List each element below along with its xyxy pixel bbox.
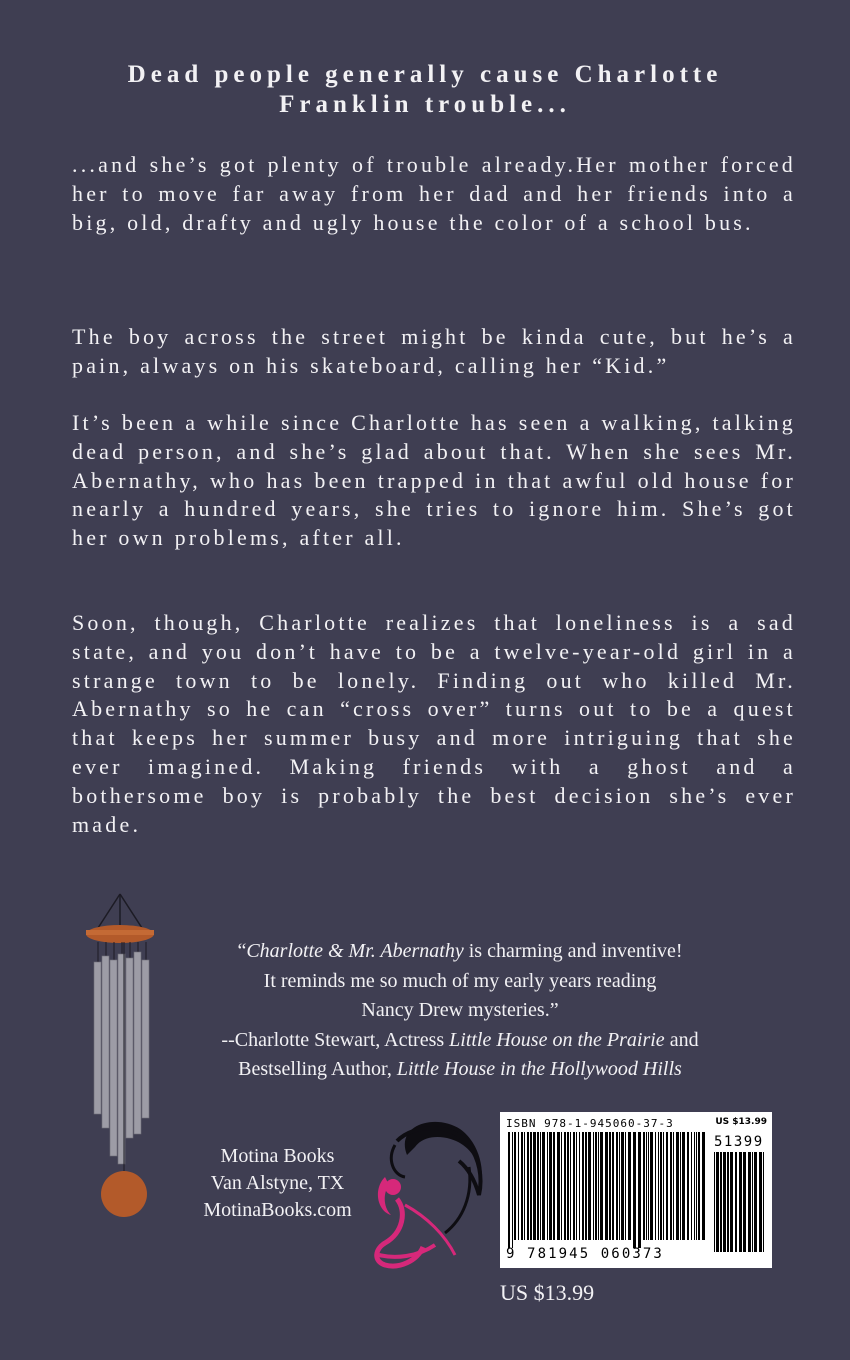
barcode-icon <box>500 1112 772 1268</box>
blurb-paragraph-4: Soon, though, Charlotte realizes that loneliness is a sad state, and you don’t have to be a twelve-year-old girl in a strange town to be lonely. Finding out who killed Mr. Abernathy so he can “cross over” turns out to be a quest that keeps her summer busy and more intriguing that she ever imagined. Making friends with a ghost and a bothersome boy is probably the best decision she’s ever made. <box>72 610 796 837</box>
barcode-bar <box>582 1132 584 1240</box>
barcode-bar <box>643 1132 645 1240</box>
barcode-bar <box>730 1152 733 1252</box>
barcode-bar <box>658 1132 659 1240</box>
barcode-bar <box>537 1132 539 1240</box>
barcode-bar <box>508 1132 510 1248</box>
barcode-bar <box>518 1132 519 1240</box>
attribution-show: Little House on the Prairie <box>449 1028 665 1051</box>
wind-chime-icon <box>80 890 170 1230</box>
barcode-bar <box>567 1132 569 1240</box>
barcode-bar <box>547 1132 548 1240</box>
blurb-paragraph-2: The boy across the street might be kinda cute, but he’s a pain, always on his skateboard, calling her “Kid.” <box>72 324 796 378</box>
barcode-bar <box>716 1152 719 1252</box>
barcode-bar <box>723 1152 726 1252</box>
barcode-bar <box>763 1152 764 1252</box>
barcode-bar <box>573 1132 575 1240</box>
blurb-paragraph-3: It’s been a while since Charlotte has seen a walking, talking dead person, and she’s glad about that. When she sees Mr. Abernathy, who has been trapped in that awful old house for nearly a hundred years, she tries to ignore him. She’s got her own problems, after all. <box>72 410 796 551</box>
barcode-bar <box>702 1132 705 1240</box>
publisher-info <box>190 1143 365 1224</box>
barcode-bar <box>533 1132 536 1240</box>
barcode-bar <box>666 1132 668 1240</box>
barcode-bar <box>598 1132 599 1240</box>
quote-attribution-2 <box>190 1055 730 1085</box>
barcode-bar <box>561 1132 562 1240</box>
barcode-bar <box>609 1132 611 1240</box>
ean-barcode-bars <box>506 1132 706 1248</box>
endorsement-quote <box>190 937 730 1085</box>
barcode-bar <box>682 1132 685 1240</box>
publisher-name: Motina Books <box>220 1145 335 1167</box>
attribution-2-book: Little House in the Hollywood Hills <box>396 1058 682 1080</box>
barcode-bar <box>687 1132 689 1240</box>
barcode-bar <box>524 1132 525 1240</box>
barcode-bar <box>650 1132 653 1240</box>
barcode-bar <box>579 1132 580 1240</box>
barcode-bar <box>743 1152 746 1252</box>
barcode-bar <box>521 1132 523 1240</box>
publisher-location: Van Alstyne, TX <box>210 1172 345 1194</box>
barcode-bar <box>670 1132 672 1240</box>
barcode-bar <box>714 1152 715 1252</box>
barcode-bar <box>648 1132 649 1240</box>
quote-book-title: Charlotte & Mr. Abernathy <box>246 940 464 962</box>
barcode-bar <box>564 1132 566 1240</box>
barcode-bar <box>527 1132 529 1240</box>
barcode-bar <box>557 1132 560 1240</box>
barcode-bar <box>759 1152 762 1252</box>
blurb-paragraph-1: ...and she’s got plenty of trouble already.Her mother forced her to move far away from her dad and her friends into a big, old, drafty and ugly house the color of a school bus. <box>72 152 796 235</box>
addon-digits: 51399 <box>714 1134 764 1150</box>
quote-open-mark: “ <box>237 940 247 962</box>
barcode-bar <box>616 1132 618 1240</box>
isbn-text: ISBN 978-1-945060-37-3 <box>506 1117 674 1130</box>
barcode-bar <box>625 1132 626 1240</box>
price-label: US $13.99 <box>500 1280 595 1305</box>
barcode-bar <box>691 1132 692 1240</box>
barcode-bar <box>595 1132 597 1240</box>
barcode-bar <box>680 1132 681 1240</box>
barcode-bar <box>752 1152 753 1252</box>
publisher-website: MotinaBooks.com <box>203 1199 352 1221</box>
barcode-bar <box>621 1132 624 1240</box>
quote-line-3: Nancy Drew mysteries.” <box>361 999 559 1021</box>
addon-barcode-bars <box>712 1152 768 1260</box>
barcode-bar <box>727 1152 729 1252</box>
barcode-bar <box>530 1132 532 1240</box>
quote-line-1 <box>190 937 730 967</box>
barcode-bar <box>754 1152 757 1252</box>
barcode-bar <box>676 1132 679 1240</box>
barcode-bar <box>514 1132 516 1240</box>
barcode-bar <box>600 1132 603 1240</box>
barcode-price-tag: US $13.99 <box>715 1117 767 1127</box>
barcode-bar <box>739 1152 742 1252</box>
barcode-bar <box>540 1132 541 1240</box>
barcode-bar <box>549 1132 552 1240</box>
ean-digits: 9 781945 060373 <box>506 1246 664 1262</box>
attribution-2-prefix: Bestselling Author, <box>238 1058 397 1080</box>
mother-child-logo-icon <box>365 1115 490 1275</box>
barcode-bar <box>612 1132 614 1240</box>
headline: Dead people generally cause Charlotte Franklin trouble... <box>127 61 723 118</box>
barcode-bar <box>619 1132 620 1240</box>
barcode-bar <box>628 1132 631 1240</box>
barcode-bar <box>570 1132 571 1240</box>
barcode-bar <box>735 1152 737 1252</box>
barcode-bar <box>655 1132 656 1240</box>
barcode-bar <box>585 1132 587 1240</box>
barcode-bar <box>542 1132 545 1240</box>
barcode-bar <box>673 1132 674 1240</box>
barcode-bar <box>748 1152 751 1252</box>
attribution-prefix: --Charlotte Stewart, Actress <box>221 1028 450 1051</box>
barcode-bar <box>720 1152 722 1252</box>
barcode-bar <box>576 1132 577 1240</box>
barcode-bar <box>588 1132 591 1240</box>
barcode-bar <box>696 1132 697 1240</box>
quote-line-1-text: is charming and inventive! <box>463 940 683 962</box>
quote-line-2: It reminds me so much of my early years reading <box>263 969 657 992</box>
barcode-bar <box>605 1132 608 1240</box>
barcode-bar <box>698 1132 700 1240</box>
barcode-bar <box>638 1132 641 1248</box>
barcode-bar <box>633 1132 636 1248</box>
barcode-bar <box>663 1132 664 1240</box>
barcode-bar <box>593 1132 594 1240</box>
barcode-bar <box>646 1132 647 1240</box>
barcode-bar <box>512 1132 513 1248</box>
quote-attribution-1 <box>190 1026 730 1056</box>
barcode-bar <box>553 1132 555 1240</box>
barcode-bar <box>694 1132 695 1240</box>
barcode-bar <box>660 1132 662 1240</box>
attribution-and: and <box>664 1028 699 1051</box>
